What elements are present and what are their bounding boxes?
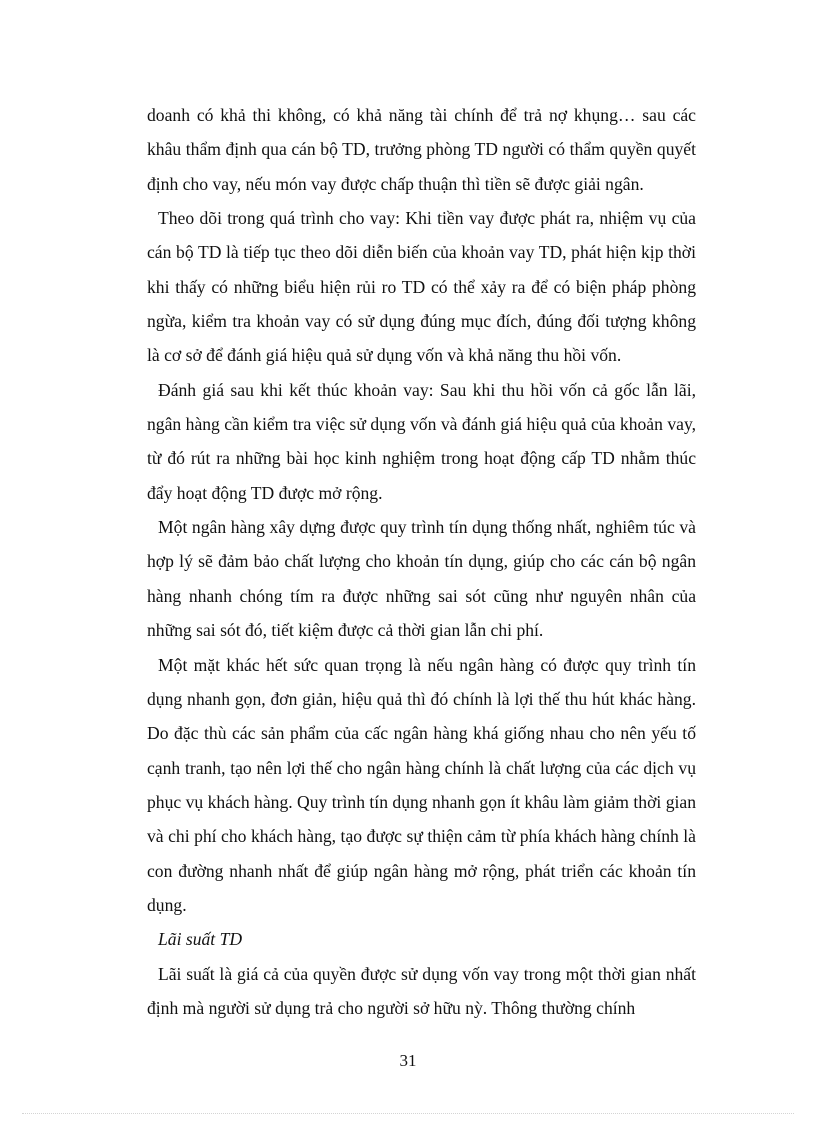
paragraph-monitoring: Theo dõi trong quá trình cho vay: Khi tiền vay được phát ra, nhiệm vụ của cán bộ TD là tiếp tục theo dõi diễn biến của khoản vay TD, phát hiện kịp thời khi thấy có những biểu hiện rủi ro TD có thể xảy ra để có biện pháp phòng ngừa, kiểm tra khoản vay có sử dụng đúng mục đích, đúng đối tượng không là cơ sở để đánh giá hiệu quả sử dụng vốn và khả năng thu hồi vốn. [147,208,696,366]
paragraph-continuation: doanh có khả thi không, có khả năng tài chính để trả nợ khụng… sau các khâu thẩm định qua cán bộ TD, trưởng phòng TD người có thẩm quyền quyết định cho vay, nếu món vay được chấp thuận thì tiền sẽ được giải ngân. [147,105,696,194]
paragraph-credit-process: Một ngân hàng xây dựng được quy trình tín dụng thống nhất, nghiêm túc và hợp lý sẽ đảm bảo chất lượng cho khoản tín dụng, giúp cho các cán bộ ngân hàng nhanh chóng tím ra được những sai sót cũng như nguyên nhân của những sai sót đó, tiết kiệm được cả thời gian lẫn chi phí. [147,517,696,641]
paragraph-interest-rate: Lãi suất là giá cả của quyền được sử dụng vốn vay trong một thời gian nhất định mà người sử dụng trả cho người sở hữu nỳ. Thông thường chính [147,963,696,1018]
paragraph-evaluation: Đánh giá sau khi kết thúc khoản vay: Sau khi thu hồi vốn cả gốc lẫn lãi, ngân hàng cần kiểm tra việc sử dụng vốn và đánh giá hiệu quả của khoản vay, từ đó rút ra những bài học kinh nghiệm trong hoạt động cấp TD nhằm thúc đẩy hoạt động TD được mở rộng. [147,379,696,503]
section-heading: Lãi suất TD [158,929,243,950]
page-number: 31 [399,1051,417,1070]
body-text [147,98,696,1025]
paragraph-competitive-advantage: Một mặt khác hết sức quan trọng là nếu ngân hàng có được quy trình tín dụng nhanh gọn, đơn giản, hiệu quả thì đó chính là lợi thế thu hút khác hàng. Do đặc thù các sản phẩm của cấc ngân hàng khá giống nhau cho nên yếu tố cạnh tranh, tạo nên lợi thế cho ngân hàng chính là chất lượng của các dịch vụ phục vụ khách hàng. Quy trình tín dụng nhanh gọn ít khâu làm giảm thời gian và chi phí cho khách hàng, tạo được sự thiện cảm từ phía khách hàng chính là con đường nhanh nhất để giúp ngân hàng mở rộng, phát triển các khoản tín dụng. [147,654,696,915]
page-bottom-divider [22,1113,794,1114]
